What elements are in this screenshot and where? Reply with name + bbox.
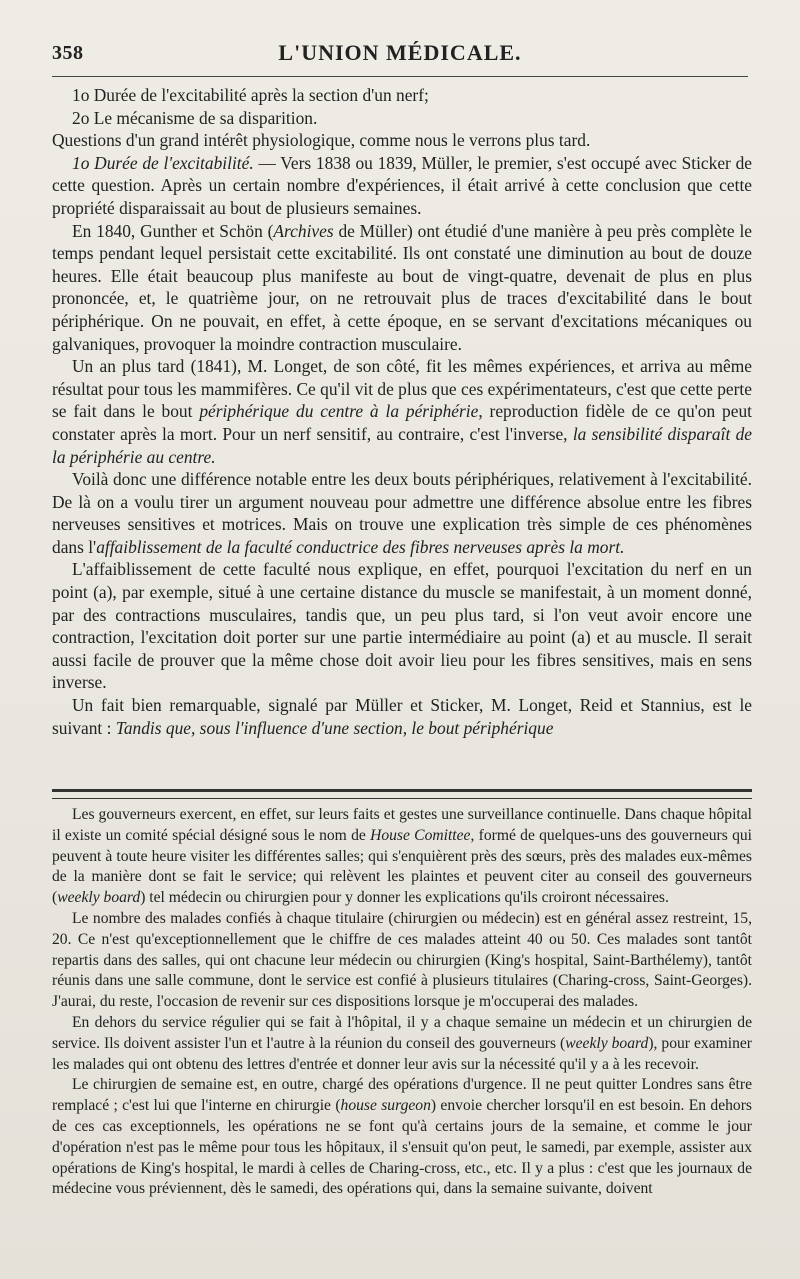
emphasis-house-comittee: House Comittee [370, 826, 471, 844]
emphasis-weekly-board-2: weekly board [565, 1034, 649, 1052]
paragraph-gunther-part-b: de Müller) ont étudié d'une manière à peu près complète le temps pendant lequel persistait cette excitabilité. Ils ont constaté une diminution au bout de douze heures. Elle était beaucoup plus manifeste au bout de vingt-quatre, devenait de plus en plus prononcée, et, le quatrième jour, on ne retrouvait plus de traces d'excitabilité dans le bout périphérique. On ne pouvait, en effet, à cette époque, en se servant d'excitations mécaniques ou galvaniques, provoquer la moindre contraction musculaire. [52, 220, 752, 354]
emphasis-peripherique: périphérique du centre à la périphérie [199, 401, 479, 422]
footnote-text [52, 805, 752, 1200]
paragraph-duree [52, 152, 752, 220]
section-heading: 1o Durée de l'excitabilité. [72, 152, 254, 173]
emphasis-sensibilite: la sensibilité disparaît de la périphérie au centre. [52, 423, 752, 467]
paragraph-difference-text: Voilà donc une différence notable entre les deux bouts périphériques, relativement à l'excitabilité. De là on a voulu tirer un argument nouveau pour admettre une différence absolue entre les fibres nerveuses sensitives et motrices. Mais on trouve une explication très simple de ces phénomènes dans l' [52, 469, 752, 557]
list-item-1: 1o Durée de l'excitabilité après la section d'un nerf; [72, 85, 429, 105]
paragraph-fait-text: Un fait bien remarquable, signalé par Müller et Sticker, M. Longet, Reid et Stannius, est le suivant : [52, 695, 752, 738]
note-chirurgien-semaine [52, 1075, 752, 1200]
main-text [52, 84, 752, 739]
footnote-separator [52, 789, 752, 799]
note-gouverneurs-part-b: , formé de quelques-uns des gouverneurs qui peuvent à toute heure visiter les différentes salles; qui s'enquièrent près des sœurs, près des malades eux-mêmes de la manière dont se fait le service; qui relèvent les plaintes et peuvent citer au conseil des gouverneurs ( [52, 826, 752, 907]
paragraph-affaiblissement: L'affaiblissement de cette faculté nous explique, en effet, pourquoi l'excitation du nerf en un point (a), par exemple, situé à une certaine distance du muscle se manifestait, à un moment donné, par des contractions musculaires, tandis que, un peu plus tard, si l'on veut avoir encore une contraction, l'excitation doit porter sur une partie intermédiaire au point (a) et au muscle. Il serait aussi facile de prouver que la même chose doit avoir lieu pour les fibres sensitives, mais en sens inverse. [52, 559, 752, 693]
paragraph-gunther-part-a: En 1840, Gunther et Schön ( [72, 220, 274, 241]
questions-line: Questions d'un grand intérêt physiologique, comme nous le verrons plus tard. [52, 130, 591, 151]
note-service-part-b: ), pour examiner les malades qui ont obtenu des lettres d'entrée et donner leur avis sur la nécessité qu'il y a à les recevoir. [52, 1034, 752, 1073]
paragraph-longet-part-a: Un an plus tard (1841), M. Longet, de son côté, fit les mêmes expériences, et arriva au même résultat pour tous les mammifères. Ce qu'il vit de plus que ces expérimentateurs, c'est que cette perte se fait dans le bout [52, 356, 752, 422]
archives-citation: Archives [273, 220, 334, 241]
paragraph-difference [52, 468, 752, 558]
paragraph-gunther [52, 220, 752, 356]
paragraph-longet [52, 355, 752, 468]
note-chirurgien-part-a: Le chirurgien de semaine est, en outre, chargé des opérations d'urgence. Il ne peut quitter Londres sans être remplacé ; c'est lui que l'interne en chirurgie ( [52, 1076, 752, 1115]
paragraph-longet-part-b: , reproduction fidèle de ce qu'on peut constater après la mort. Pour un nerf sensitif, au contraire, c'est l'inverse, [52, 401, 752, 444]
page-header [52, 40, 748, 70]
note-chirurgien-part-b: ) envoie chercher lorsqu'il en est besoin. En dehors de ces cas exceptionnels, les opérations ne se font qu'à certains jours de la semaine, et comme le jour d'opération n'est pas le même pour tous les hôpitaux, il s'ensuit qu'on peut, le samedi, par exemple, assister aux opérations de King's hospital, le mardi à celles de Charing-cross, etc., etc. Il y a plus : c'est que les journaux de médecine vous préviennent, dès le samedi, des opérations qui, dans la semaine suivante, doivent [52, 1097, 752, 1198]
header-rule [52, 76, 748, 77]
note-nombre-malades: Le nombre des malades confiés à chaque titulaire (chirurgien ou médecin) est en général assez restreint, 15, 20. Ce n'est qu'exceptionnellement que le chiffre de ces malades atteint 40 ou 50. Ces malades sont tantôt repartis dans des salles, qui ont chacune leur médecin ou chirurgien (King's hospital, Saint-Barthélemy), tantôt réunis dans une salle commune, dont le service est confié à plusieurs titulaires (Charing-cross, Saint-Georges). J'aurai, du reste, l'occasion de revenir sur ces dispositions lorsque je m'occuperai des malades. [52, 909, 752, 1011]
note-service-part-a: En dehors du service régulier qui se fait à l'hôpital, il y a chaque semaine un médecin et un chirurgien de service. Ils doivent assister l'un et l'autre à la réunion du conseil des gouverneurs ( [52, 1013, 752, 1052]
journal-title: L'UNION MÉDICALE. [278, 40, 522, 65]
paragraph-fait [52, 694, 752, 739]
note-gouverneurs-part-c: ) tel médecin ou chirurgien pour y donner les explications qu'ils croiront nécessaires. [140, 889, 669, 907]
emphasis-affaiblissement: affaiblissement de la faculté conductrice des fibres nerveuses après la mort. [96, 536, 625, 557]
list-item-2: 2o Le mécanisme de sa disparition. [72, 107, 318, 128]
note-gouverneurs [52, 805, 752, 909]
note-service-regulier [52, 1013, 752, 1075]
page-number: 358 [52, 42, 84, 64]
emphasis-weekly-board: weekly board [57, 889, 141, 907]
note-gouverneurs-part-a: Les gouverneurs exercent, en effet, sur leurs faits et gestes une surveillance continuelle. Dans chaque hôpital il existe un comité spécial désigné sous le nom de [52, 806, 752, 844]
emphasis-house-surgeon: house surgeon [340, 1097, 431, 1115]
paragraph-duree-text: — Vers 1838 ou 1839, Müller, le premier, s'est occupé avec Sticker de cette question. Après un certain nombre d'expériences, il était arrivé à cette conclusion que cette propriété disparaissait au bout de plusieurs semaines. [52, 152, 752, 218]
emphasis-tandis: Tandis que, sous l'influence d'une section, le bout périphérique [115, 717, 554, 738]
